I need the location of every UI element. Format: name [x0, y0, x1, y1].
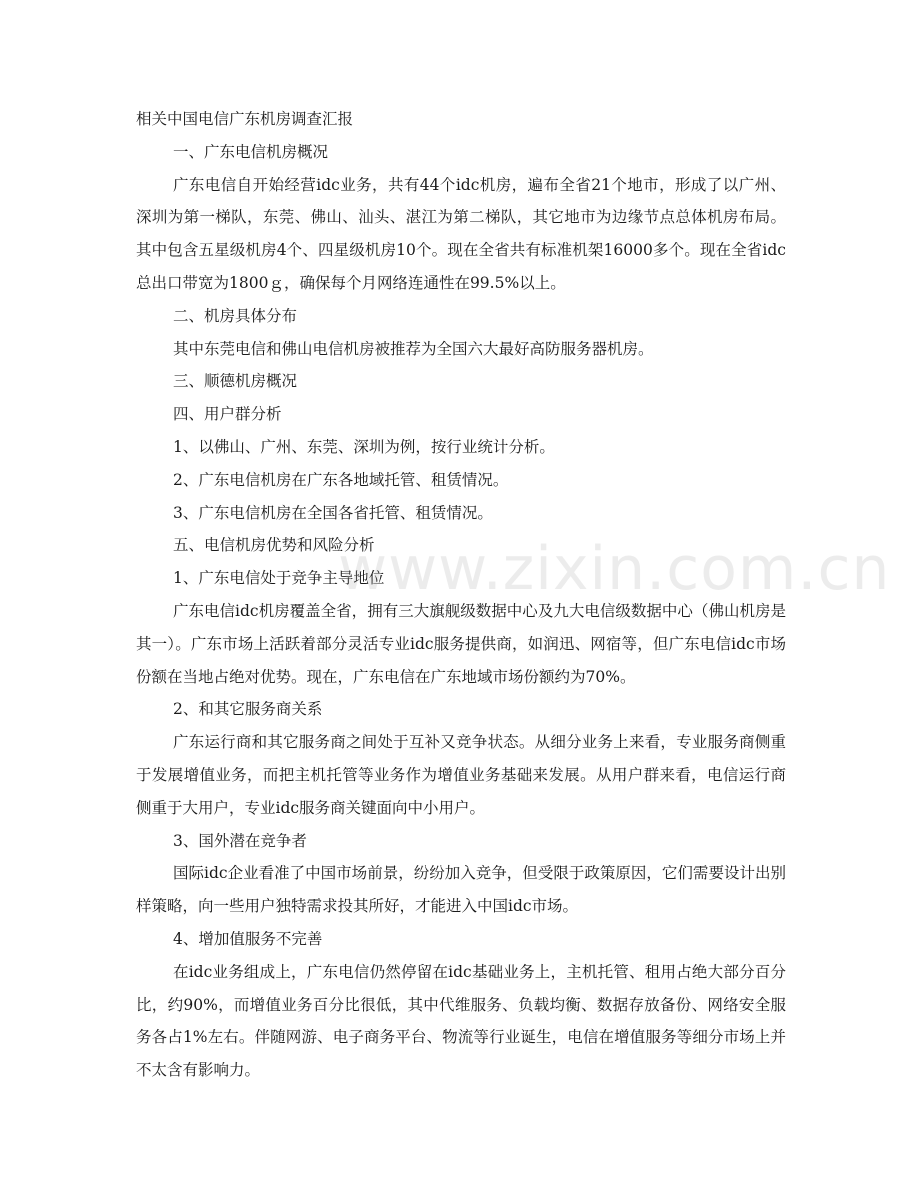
paragraph-dominant: 广东电信idc机房覆盖全省，拥有三大旗舰级数据中心及九大电信级数据中心（佛山机房是其一）。广东市场上活跃着部分灵活专业idc服务提供商，如润迅、网宿等，但广东电信idc市场份额在当地占绝对优势。现在，广东电信在广东地域市场份额约为70%。 [136, 601, 786, 686]
document-body [136, 103, 786, 1087]
paragraph-overview: 广东电信自开始经营idc业务，共有44个idc机房，遍布全省21个地市，形成了以广州、深圳为第一梯队，东莞、佛山、汕头、湛江为第二梯队，其它地市为边缘节点总体机房布局。其中包含五星级机房4个、四星级机房10个。现在全省共有标准机架16000多个。现在全省idc总出口带宽为1800ｇ，确保每个月网络连通性在99.5%以上。 [136, 175, 786, 292]
section-heading-advantage-risk: 五、电信机房优势和风险分析 [173, 536, 375, 555]
document-title: 相关中国电信广东机房调查汇报 [136, 110, 354, 128]
paragraph-distribution: 其中东莞电信和佛山电信机房被推荐为全国六大最好高防服务器机房。 [173, 339, 654, 358]
watermark: www.zixin.com.cn [338, 534, 891, 604]
list-item-user-1: 1、以佛山、广州、东莞、深圳为例，按行业统计分析。 [173, 437, 555, 456]
subheading-value-added: 4、增加值服务不完善 [173, 929, 323, 948]
list-item-user-3: 3、广东电信机房在全国各省托管、租赁情况。 [173, 503, 493, 522]
section-heading-shunde: 三、顺德机房概况 [173, 372, 298, 391]
paragraph-foreign: 国际idc企业看准了中国市场前景，纷纷加入竞争，但受限于政策原因，它们需要设计出别样策略，向一些用户独特需求投其所好，才能进入中国idc市场。 [136, 864, 786, 916]
paragraph-relations: 广东运行商和其它服务商之间处于互补又竞争状态。从细分业务上来看，专业服务商侧重于发展增值业务，而把主机托管等业务作为增值业务基础来发展。从用户群来看，电信运行商侧重于大用户，专业idc服务商关键面向中小用户。 [136, 733, 786, 817]
paragraph-value-added: 在idc业务组成上，广东电信仍然停留在idc基础业务上，主机托管、租用占绝大部分百分比，约90%，而增值业务百分比很低，其中代维服务、负载均衡、数据存放备份、网络安全服务各占1%左右。伴随网游、电子商务平台、物流等行业诞生，电信在增值服务等细分市场上并不太含有影响力。 [136, 962, 786, 1080]
section-heading-distribution: 二、机房具体分布 [173, 306, 298, 325]
section-heading-overview: 一、广东电信机房概况 [173, 142, 329, 161]
subheading-relations: 2、和其它服务商关系 [173, 700, 323, 719]
section-heading-user-analysis: 四、用户群分析 [173, 405, 282, 424]
list-item-user-2: 2、广东电信机房在广东各地域托管、租赁情况。 [173, 470, 509, 489]
subheading-foreign: 3、国外潜在竞争者 [173, 831, 307, 850]
subheading-dominant: 1、广东电信处于竞争主导地位 [173, 569, 385, 588]
